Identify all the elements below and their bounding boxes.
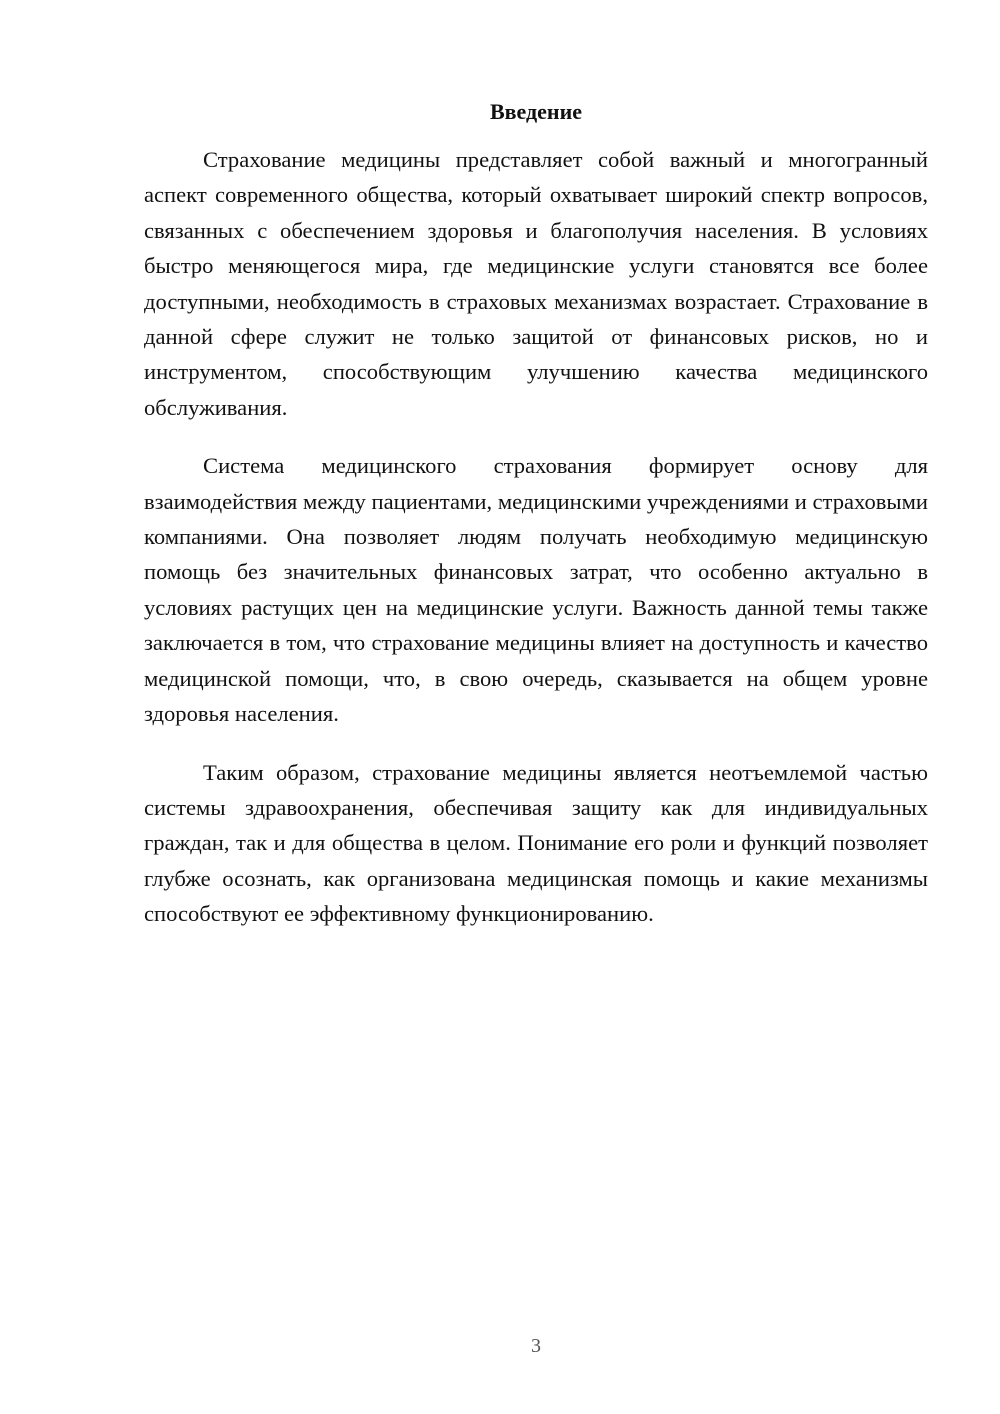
page-number: 3 bbox=[531, 1335, 541, 1357]
page-title: Введение bbox=[489, 99, 583, 124]
paragraph-3: Таким образом, страхование медицины является неотъемлемой частью системы здравоохранения, обеспечивая защиту как для индивидуальных граждан, так и для общества в целом. Понимание его роли и функций позволяет глубже осознать, как организована медицинская помощь и какие механизмы способствуют ее эффективному функционированию. bbox=[144, 759, 928, 927]
paragraph-1: Страхование медицины представляет собой важный и многогранный аспект современного общества, который охватывает широкий спектр вопросов, связанных с обеспечением здоровья и благополучия населения. В условиях быстро меняющегося мира, где медицинские услуги становятся все более доступными, необходимость в страховых механизмах возрастает. Страхование в данной сфере служит не только защитой от финансовых рисков, но и инструментом, способствующим улучшению качества медицинского обслуживания. bbox=[144, 147, 928, 420]
paragraph-2: Система медицинского страхования формирует основу для взаимодействия между пациентами, медицинскими учреждениями и страховыми компаниями. Она позволяет людям получать необходимую медицинскую помощь без значительных финансовых затрат, что особенно актуально в условиях растущих цен на медицинские услуги. Важность данной темы также заключается в том, что страхование медицины влияет на доступность и качество медицинской помощи, что, в свою очередь, сказывается на общем уровне здоровья населения. bbox=[144, 453, 928, 727]
document-body bbox=[144, 142, 928, 955]
